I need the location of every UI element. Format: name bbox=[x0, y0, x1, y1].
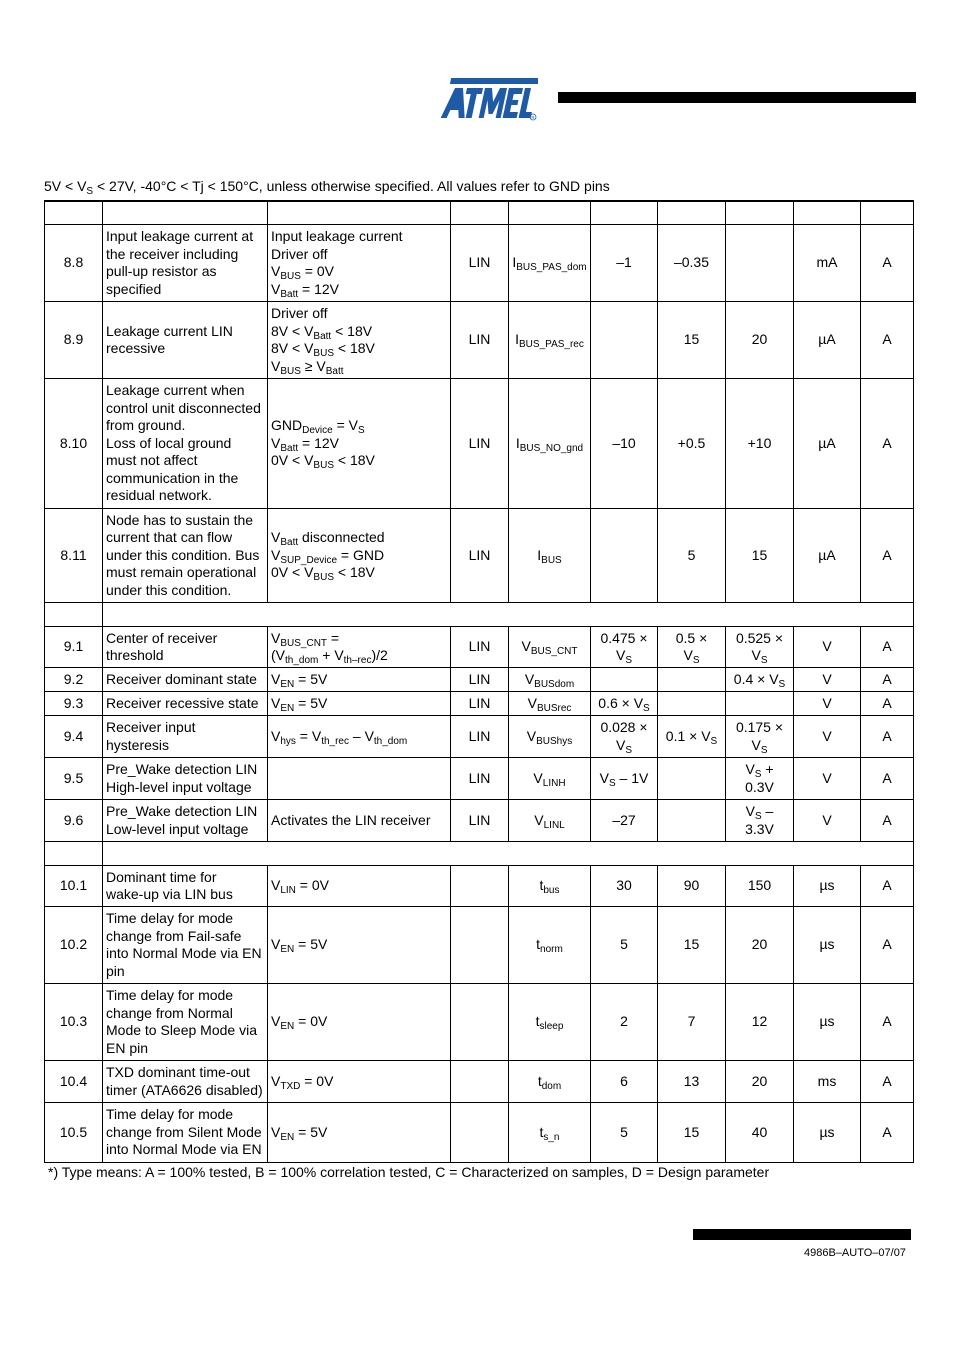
pin bbox=[451, 1103, 509, 1163]
table-row bbox=[45, 379, 914, 509]
typ-value: 90 bbox=[658, 866, 726, 907]
type: A bbox=[861, 1061, 914, 1103]
section-row bbox=[45, 842, 914, 866]
max-value: 150 bbox=[726, 866, 794, 907]
test-conditions: $V_{EN} = 5V$ bbox=[268, 907, 451, 984]
param-number: 9.1 bbox=[45, 627, 103, 668]
unit: µs bbox=[794, 984, 861, 1061]
parameter: Node has to sustain the current that can flow under this condition. Bus must remain operational under this condition. bbox=[103, 509, 268, 603]
table-row bbox=[45, 225, 914, 302]
table-row bbox=[45, 668, 914, 692]
type: A bbox=[861, 668, 914, 692]
electrical-characteristics-table bbox=[44, 200, 914, 1163]
max-value: 20 bbox=[726, 1061, 794, 1103]
type: A bbox=[861, 907, 914, 984]
type: A bbox=[861, 225, 914, 302]
test-conditions: Input leakage current Driver off $V_{BUS} = 0V$ $V_{Batt} = 12V$ bbox=[268, 225, 451, 302]
unit: V bbox=[794, 692, 861, 716]
unit: µs bbox=[794, 866, 861, 907]
header-cell bbox=[45, 201, 103, 225]
parameter: Pre_Wake detection LIN High-level input voltage bbox=[103, 758, 268, 800]
section-number bbox=[45, 842, 103, 866]
section-row bbox=[45, 603, 914, 627]
param-number: 9.6 bbox=[45, 800, 103, 842]
pin: LIN bbox=[451, 627, 509, 668]
table-row bbox=[45, 627, 914, 668]
max-value: +10 bbox=[726, 379, 794, 509]
param-number: 9.4 bbox=[45, 716, 103, 758]
test-conditions: $V_{EN} = 0V$ bbox=[268, 984, 451, 1061]
pin bbox=[451, 984, 509, 1061]
max-value: 0.175 × $V_S$ bbox=[726, 716, 794, 758]
parameter: Leakage current when control unit disconnected from ground. Loss of local ground must not affect communication in the residual network. bbox=[103, 379, 268, 509]
type: A bbox=[861, 758, 914, 800]
param-number: 10.2 bbox=[45, 907, 103, 984]
pin: LIN bbox=[451, 379, 509, 509]
table-row bbox=[45, 509, 914, 603]
unit: µA bbox=[794, 509, 861, 603]
table-row bbox=[45, 692, 914, 716]
typ-value: 7 bbox=[658, 984, 726, 1061]
unit: V bbox=[794, 627, 861, 668]
typ-value: 15 bbox=[658, 907, 726, 984]
min-value: 30 bbox=[591, 866, 658, 907]
header-cell bbox=[726, 201, 794, 225]
type: A bbox=[861, 509, 914, 603]
max-value bbox=[726, 692, 794, 716]
symbol: $V_{BUS\_CNT}$ bbox=[509, 627, 591, 668]
header-cell bbox=[591, 201, 658, 225]
symbol: $t_{dom}$ bbox=[509, 1061, 591, 1103]
parameter: TXD dominant time-out timer (ATA6626 disabled) bbox=[103, 1061, 268, 1103]
typ-value: +0.5 bbox=[658, 379, 726, 509]
test-conditions: $V_{hys} = V_{th\_rec} - V_{th\_dom}$ bbox=[268, 716, 451, 758]
pin: LIN bbox=[451, 302, 509, 379]
max-value: $0.4 \times V_S$ bbox=[726, 668, 794, 692]
param-number: 8.9 bbox=[45, 302, 103, 379]
typ-value bbox=[658, 800, 726, 842]
typ-value: 0.5 × $V_S$ bbox=[658, 627, 726, 668]
unit: V bbox=[794, 800, 861, 842]
min-value: –1 bbox=[591, 225, 658, 302]
parameter: Time delay for mode change from Fail-safe into Normal Mode via EN pin bbox=[103, 907, 268, 984]
unit: µs bbox=[794, 1103, 861, 1163]
test-conditions: $V_{EN} = 5V$ bbox=[268, 692, 451, 716]
table-row bbox=[45, 800, 914, 842]
pin: LIN bbox=[451, 716, 509, 758]
typ-value: –0.35 bbox=[658, 225, 726, 302]
max-value: 20 bbox=[726, 302, 794, 379]
table-row bbox=[45, 984, 914, 1061]
table-row bbox=[45, 907, 914, 984]
header-cell bbox=[658, 201, 726, 225]
table-row bbox=[45, 1061, 914, 1103]
param-number: 10.4 bbox=[45, 1061, 103, 1103]
type: A bbox=[861, 800, 914, 842]
max-value: 12 bbox=[726, 984, 794, 1061]
header-cell bbox=[451, 201, 509, 225]
param-number: 8.11 bbox=[45, 509, 103, 603]
table-row bbox=[45, 1103, 914, 1163]
unit: V bbox=[794, 716, 861, 758]
table-row bbox=[45, 302, 914, 379]
type: A bbox=[861, 627, 914, 668]
min-value bbox=[591, 302, 658, 379]
parameter: Input leakage current at the receiver including pull-up resistor as specified bbox=[103, 225, 268, 302]
unit: µA bbox=[794, 302, 861, 379]
type: A bbox=[861, 716, 914, 758]
section-label bbox=[103, 603, 914, 627]
table-row bbox=[45, 866, 914, 907]
unit: mA bbox=[794, 225, 861, 302]
typ-value: 15 bbox=[658, 1103, 726, 1163]
header-cell bbox=[103, 201, 268, 225]
pin: LIN bbox=[451, 692, 509, 716]
param-number: 8.10 bbox=[45, 379, 103, 509]
max-value: 20 bbox=[726, 907, 794, 984]
symbol: $V_{BUShys}$ bbox=[509, 716, 591, 758]
symbol: $t_{norm}$ bbox=[509, 907, 591, 984]
test-conditions: $V_{TXD} = 0V$ bbox=[268, 1061, 451, 1103]
max-value: 40 bbox=[726, 1103, 794, 1163]
test-conditions: $V_{EN} = 5V$ bbox=[268, 668, 451, 692]
header-cell bbox=[268, 201, 451, 225]
max-value: 15 bbox=[726, 509, 794, 603]
footer-rule bbox=[693, 1229, 911, 1240]
param-number: 10.5 bbox=[45, 1103, 103, 1163]
param-number: 10.1 bbox=[45, 866, 103, 907]
table-row bbox=[45, 716, 914, 758]
symbol: $t_{sleep}$ bbox=[509, 984, 591, 1061]
section-number bbox=[45, 603, 103, 627]
param-number: 8.8 bbox=[45, 225, 103, 302]
param-number: 10.3 bbox=[45, 984, 103, 1061]
max-value: $V_S$ + 0.3V bbox=[726, 758, 794, 800]
unit: ms bbox=[794, 1061, 861, 1103]
unit: V bbox=[794, 758, 861, 800]
min-value: 6 bbox=[591, 1061, 658, 1103]
min-value: 5 bbox=[591, 1103, 658, 1163]
parameter: Receiver recessive state bbox=[103, 692, 268, 716]
min-value: 0.028 × $V_S$ bbox=[591, 716, 658, 758]
unit: V bbox=[794, 668, 861, 692]
header-cell bbox=[794, 201, 861, 225]
min-value bbox=[591, 509, 658, 603]
header-cell bbox=[509, 201, 591, 225]
table-row bbox=[45, 758, 914, 800]
symbol: $t_{bus}$ bbox=[509, 866, 591, 907]
symbol: $V_{LINL}$ bbox=[509, 800, 591, 842]
min-value: $V_S - 1V$ bbox=[591, 758, 658, 800]
header-rule bbox=[558, 92, 916, 103]
typ-value: 15 bbox=[658, 302, 726, 379]
typ-value bbox=[658, 668, 726, 692]
table-header-row bbox=[45, 201, 914, 225]
unit: µs bbox=[794, 907, 861, 984]
symbol: $I_{BUS\_NO\_gnd}$ bbox=[509, 379, 591, 509]
pin: LIN bbox=[451, 509, 509, 603]
symbol: $V_{BUSrec}$ bbox=[509, 692, 591, 716]
pin: LIN bbox=[451, 225, 509, 302]
test-conditions: $GND_{Device} = V_S$ $V_{Batt} = 12V$ $0V < V_{BUS} < 18V$ bbox=[268, 379, 451, 509]
pin bbox=[451, 866, 509, 907]
pin: LIN bbox=[451, 758, 509, 800]
test-conditions: $V_{Batt}$ disconnected $V_{SUP\_Device}$ = GND $0V < V_{BUS} < 18V$ bbox=[268, 509, 451, 603]
atmel-logo bbox=[440, 74, 538, 122]
parameter: Time delay for mode change from Silent Mode into Normal Mode via EN bbox=[103, 1103, 268, 1163]
header-cell bbox=[861, 201, 914, 225]
svg-text:R: R bbox=[531, 115, 535, 120]
pin: LIN bbox=[451, 668, 509, 692]
min-value: 0.475 × $V_S$ bbox=[591, 627, 658, 668]
section-label bbox=[103, 842, 914, 866]
param-number: 9.3 bbox=[45, 692, 103, 716]
type: A bbox=[861, 302, 914, 379]
min-value bbox=[591, 668, 658, 692]
param-number: 9.2 bbox=[45, 668, 103, 692]
type: A bbox=[861, 984, 914, 1061]
min-value: 2 bbox=[591, 984, 658, 1061]
typ-value: $0.1 \times V_S$ bbox=[658, 716, 726, 758]
min-value: –10 bbox=[591, 379, 658, 509]
unit: µA bbox=[794, 379, 861, 509]
parameter: Center of receiver threshold bbox=[103, 627, 268, 668]
max-value bbox=[726, 225, 794, 302]
type: A bbox=[861, 379, 914, 509]
pin bbox=[451, 1061, 509, 1103]
test-conditions bbox=[268, 758, 451, 800]
symbol: $I_{BUS}$ bbox=[509, 509, 591, 603]
min-value: $0.6 \times V_S$ bbox=[591, 692, 658, 716]
typ-value: 13 bbox=[658, 1061, 726, 1103]
min-value: –27 bbox=[591, 800, 658, 842]
param-number: 9.5 bbox=[45, 758, 103, 800]
footnote: *) Type means: A = 100% tested, B = 100% correlation tested, C = Characterized on samples, D = Design parameter bbox=[48, 1164, 770, 1180]
conditions-line: $5V < V_S < 27V$, -40°C < Tj < 150°C, unless otherwise specified. All values refer to GND pins bbox=[44, 178, 610, 197]
typ-value: 5 bbox=[658, 509, 726, 603]
parameter: Pre_Wake detection LIN Low-level input voltage bbox=[103, 800, 268, 842]
min-value: 5 bbox=[591, 907, 658, 984]
parameter: Time delay for mode change from Normal Mode to Sleep Mode via EN pin bbox=[103, 984, 268, 1061]
symbol: $V_{BUSdom}$ bbox=[509, 668, 591, 692]
test-conditions: $V_{BUS\_CNT}$ = $(V_{th\_dom} + V_{th-rec})/2$ bbox=[268, 627, 451, 668]
symbol: $V_{LINH}$ bbox=[509, 758, 591, 800]
pin bbox=[451, 907, 509, 984]
document-number: 4986B–AUTO–07/07 bbox=[804, 1247, 906, 1259]
parameter: Leakage current LIN recessive bbox=[103, 302, 268, 379]
test-conditions: $V_{EN} = 5V$ bbox=[268, 1103, 451, 1163]
type: A bbox=[861, 1103, 914, 1163]
test-conditions: Driver off $8V < V_{Batt} < 18V$ $8V < V_{BUS} < 18V$ $V_{BUS} \ge V_{Batt}$ bbox=[268, 302, 451, 379]
max-value: $V_S$ – 3.3V bbox=[726, 800, 794, 842]
test-conditions: Activates the LIN receiver bbox=[268, 800, 451, 842]
max-value: 0.525 × $V_S$ bbox=[726, 627, 794, 668]
test-conditions: $V_{LIN} = 0V$ bbox=[268, 866, 451, 907]
typ-value bbox=[658, 758, 726, 800]
parameter: Dominant time for wake-up via LIN bus bbox=[103, 866, 268, 907]
symbol: $t_{s\_n}$ bbox=[509, 1103, 591, 1163]
pin: LIN bbox=[451, 800, 509, 842]
type: A bbox=[861, 866, 914, 907]
typ-value bbox=[658, 692, 726, 716]
type: A bbox=[861, 692, 914, 716]
symbol: $I_{BUS\_PAS\_rec}$ bbox=[509, 302, 591, 379]
parameter: Receiver dominant state bbox=[103, 668, 268, 692]
symbol: $I_{BUS\_PAS\_dom}$ bbox=[509, 225, 591, 302]
parameter: Receiver input hysteresis bbox=[103, 716, 268, 758]
